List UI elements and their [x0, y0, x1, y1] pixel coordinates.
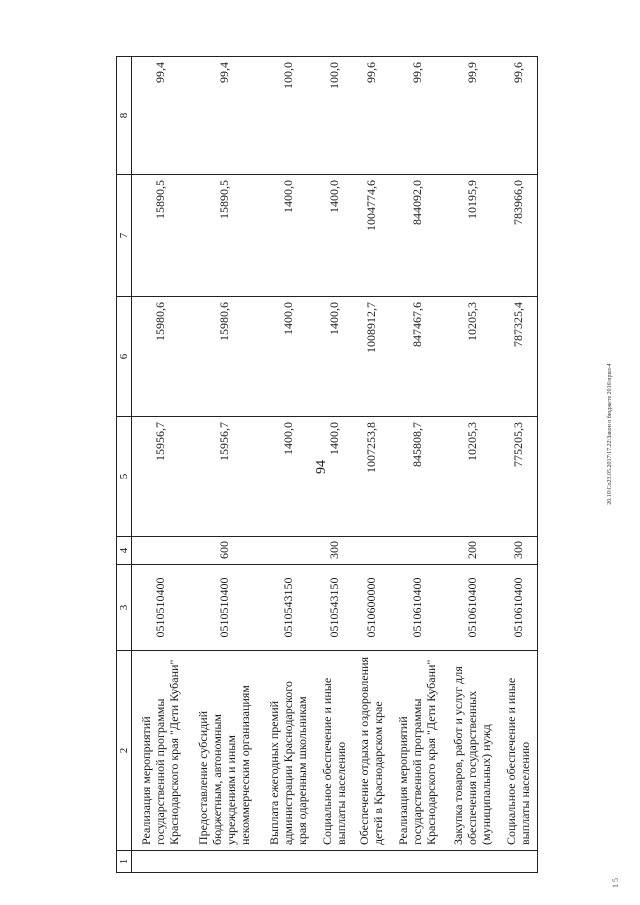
index-cell — [187, 851, 261, 873]
value-col7-cell: 844092,0 — [390, 175, 445, 297]
value-col6-cell: 15980,6 — [132, 297, 188, 417]
row-name-cell: Социальное обеспечение и иные выплаты населению — [316, 651, 353, 851]
value-col7-cell: 15890,5 — [132, 175, 188, 297]
col-header-4: 4 — [117, 537, 132, 565]
expense-type-cell — [132, 537, 188, 565]
expense-type-cell: 300 — [316, 537, 353, 565]
target-code-cell: 0510610400 — [445, 565, 500, 651]
row-name-cell: Реализация мероприятий государственной программы Краснодарского края "Дети Кубани" — [132, 651, 188, 851]
target-code-cell: 0510610400 — [390, 565, 445, 651]
table-row — [390, 57, 445, 873]
value-col5-cell: 1400,0 — [316, 417, 353, 537]
percent-col8-cell: 99,9 — [445, 57, 500, 175]
page-number: 94 — [314, 460, 329, 474]
value-col7-cell: 1400,0 — [316, 175, 353, 297]
percent-col8-cell: 100,0 — [316, 57, 353, 175]
value-col6-cell: 787325,4 — [500, 297, 538, 417]
table-row — [187, 57, 261, 873]
target-code-cell: 0510600000 — [353, 565, 390, 651]
target-code-cell: 0510543150 — [261, 565, 316, 651]
table-row — [316, 57, 353, 873]
budget-table — [116, 56, 538, 873]
col-header-5: 5 — [117, 417, 132, 537]
table-row — [261, 57, 316, 873]
value-col7-cell: 783966,0 — [500, 175, 538, 297]
percent-col8-cell: 99,6 — [500, 57, 538, 175]
expense-type-cell — [353, 537, 390, 565]
value-col6-cell: 1400,0 — [316, 297, 353, 417]
table-row — [445, 57, 500, 873]
index-cell — [390, 851, 445, 873]
table-header-row — [117, 57, 132, 873]
index-cell — [261, 851, 316, 873]
table-row — [353, 57, 390, 873]
col-header-7: 7 — [117, 175, 132, 297]
table-area — [116, 57, 538, 873]
value-col5-cell: 1400,0 — [261, 417, 316, 537]
col-header-8: 8 — [117, 57, 132, 175]
percent-col8-cell: 99,6 — [390, 57, 445, 175]
value-col5-cell: 15956,7 — [132, 417, 188, 537]
index-cell — [316, 851, 353, 873]
percent-col8-cell: 99,4 — [187, 57, 261, 175]
expense-type-cell: 600 — [187, 537, 261, 565]
value-col5-cell: 10205,3 — [445, 417, 500, 537]
value-col5-cell: 775205,3 — [500, 417, 538, 537]
rotated-table-container — [116, 57, 538, 873]
expense-type-cell: 200 — [445, 537, 500, 565]
row-name-cell: Обеспечение отдыха и оздоровления детей в Краснодарском крае — [353, 651, 390, 851]
percent-col8-cell: 100,0 — [261, 57, 316, 175]
document-footer-code: 20.10\Со23.05.2017\17.22\Закон о бюджете 2016\прил-4 — [607, 363, 613, 505]
index-cell — [500, 851, 538, 873]
value-col5-cell: 1007253,8 — [353, 417, 390, 537]
percent-col8-cell: 99,6 — [353, 57, 390, 175]
value-col5-cell: 845808,7 — [390, 417, 445, 537]
value-col7-cell: 1400,0 — [261, 175, 316, 297]
value-col7-cell: 1004774,6 — [353, 175, 390, 297]
col-header-1: 1 — [117, 851, 132, 873]
index-cell — [445, 851, 500, 873]
row-name-cell: Закупка товаров, работ и услуг для обеспечения государственных (муниципальных) нужд — [445, 651, 500, 851]
row-name-cell: Выплата ежегодных премий администрации Краснодарского края одаренным школьникам — [261, 651, 316, 851]
target-code-cell: 0510543150 — [316, 565, 353, 651]
value-col6-cell: 1400,0 — [261, 297, 316, 417]
expense-type-cell — [261, 537, 316, 565]
percent-col8-cell: 99,4 — [132, 57, 188, 175]
col-header-6: 6 — [117, 297, 132, 417]
value-col6-cell: 1008912,7 — [353, 297, 390, 417]
target-code-cell: 0510610400 — [500, 565, 538, 651]
value-col5-cell: 15956,7 — [187, 417, 261, 537]
page-edge-marks: 1 5 — [611, 878, 620, 888]
col-header-2: 2 — [117, 651, 132, 851]
table-row — [132, 57, 188, 873]
expense-type-cell: 300 — [500, 537, 538, 565]
value-col6-cell: 15980,6 — [187, 297, 261, 417]
value-col6-cell: 10205,3 — [445, 297, 500, 417]
row-name-cell: Социальное обеспечение и иные выплаты населению — [500, 651, 538, 851]
row-name-cell: Реализация мероприятий государственной программы Краснодарского края "Дети Кубани" — [390, 651, 445, 851]
target-code-cell: 0510510400 — [132, 565, 188, 651]
value-col7-cell: 10195,9 — [445, 175, 500, 297]
index-cell — [132, 851, 188, 873]
table-body — [132, 57, 538, 873]
value-col6-cell: 847467,6 — [390, 297, 445, 417]
expense-type-cell — [390, 537, 445, 565]
row-name-cell: Предоставление субсидий бюджетным, автономным учреждениям и иным некоммерческим организациям — [187, 651, 261, 851]
table-row — [500, 57, 538, 873]
target-code-cell: 0510510400 — [187, 565, 261, 651]
col-header-3: 3 — [117, 565, 132, 651]
index-cell — [353, 851, 390, 873]
value-col7-cell: 15890,5 — [187, 175, 261, 297]
